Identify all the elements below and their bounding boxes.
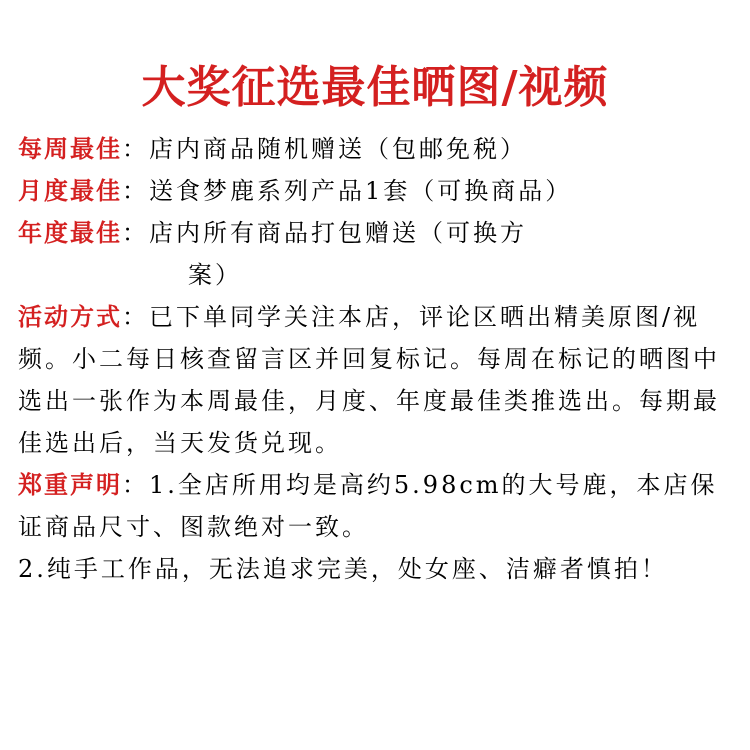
- page-title: 大奖征选最佳晒图/视频: [141, 62, 609, 113]
- award-text: 送食梦鹿系列产品1套（可换商品）: [149, 177, 573, 205]
- statement-item-2: 2.纯手工作品，无法追求完美，处女座、洁癖者慎拍！: [18, 555, 668, 583]
- statement-item-1: 1.全店所用均是高约5.98cm的大号鹿，本店保证商品尺寸、图款绝对一致。: [18, 471, 718, 541]
- statement-section: [18, 464, 732, 548]
- award-yearly-cont: [18, 254, 732, 296]
- award-monthly: [18, 170, 732, 212]
- colon: ：: [122, 219, 149, 247]
- statement-label: 郑重声明: [18, 470, 122, 499]
- award-yearly: [18, 212, 732, 254]
- activity-text: 已下单同学关注本店，评论区晒出精美原图/视频。小二每日核查留言区并回复标记。每周在标记的晒图中选出一张作为本周最佳，月度、年度最佳类推选出。每期最佳选出后，当天发货兑现。: [18, 303, 720, 457]
- colon: ：: [122, 177, 149, 205]
- award-label: 月度最佳: [18, 176, 122, 205]
- statement-item-2-block: [18, 548, 732, 590]
- colon: ：: [122, 135, 149, 163]
- award-weekly: [18, 128, 732, 170]
- activity-label: 活动方式: [18, 302, 122, 331]
- colon: ：: [122, 303, 149, 331]
- award-text: 店内所有商品打包赠送（可换方: [149, 219, 527, 247]
- content: [18, 128, 732, 590]
- award-label: 年度最佳: [18, 218, 122, 247]
- award-text: 店内商品随机赠送（包邮免税）: [149, 135, 527, 163]
- activity-section: [18, 296, 732, 464]
- award-text-continued: 案）: [188, 261, 242, 289]
- colon: ：: [122, 471, 149, 499]
- award-label: 每周最佳: [18, 134, 122, 163]
